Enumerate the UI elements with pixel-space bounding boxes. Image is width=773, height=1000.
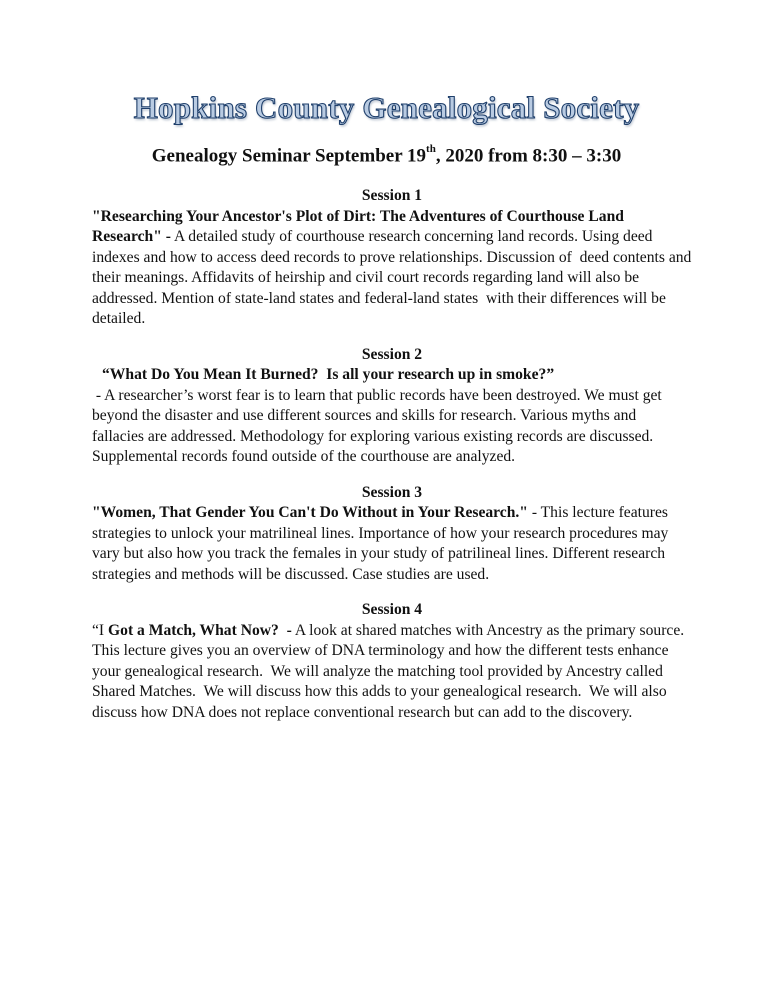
session-heading: Session 1 bbox=[361, 187, 423, 204]
session-heading: Session 3 bbox=[361, 483, 423, 501]
session-title: "Researching Your Ancestor's Plot of Dirt: The Adventures of Courthouse Land Research" - bbox=[92, 207, 628, 245]
seminar-subtitle bbox=[0, 145, 773, 167]
session-title-prefix: “I bbox=[92, 621, 109, 639]
session-1 bbox=[92, 186, 696, 330]
society-title: Hopkins County Genealogical Society bbox=[133, 90, 640, 125]
session-heading: Session 4 bbox=[361, 601, 423, 618]
session-description bbox=[92, 503, 692, 585]
subtitle-date-time: , 2020 from 8:30 – 3:30 bbox=[435, 145, 622, 167]
session-description bbox=[92, 365, 692, 468]
sessions-list bbox=[92, 186, 696, 738]
session-body-text: A look at shared matches with Ancestry as the primary source. This lecture gives you an overview of DNA terminology and how the different tests enhance your genealogical research. We will analyze the matching tool provided by Ancestry called Shared Matches. We will discuss how this adds to your genealogical research. We will also discuss how DNA does not replace conventional research but can add to the discovery. bbox=[92, 621, 692, 721]
session-description bbox=[92, 207, 696, 330]
session-heading: Session 2 bbox=[361, 345, 423, 363]
session-3 bbox=[92, 483, 692, 586]
session-title: Got a Match, What Now? - bbox=[108, 621, 292, 639]
session-description bbox=[92, 621, 692, 724]
session-title: "Women, That Gender You Can't Do Without in Your Research." bbox=[92, 504, 528, 521]
session-4 bbox=[92, 600, 692, 723]
session-body-text: - This lecture features strategies to unlock your matrilineal lines. Importance of how your research procedures may vary but also how you track the females in your study of patrilineal lines. Different research strategies and methods will be discussed. Case studies are used. bbox=[92, 504, 673, 583]
subtitle-main: Genealogy Seminar September 19 bbox=[151, 145, 427, 167]
session-body-text: A detailed study of courthouse research concerning land records. Using deed indexes and how to access deed records to prove relationships. Discussion of deed contents and their meanings. Affidavits of heirship and civil court records regarding land will also be addressed. Mention of state-land states and federal-land states with their differences will be detailed. bbox=[92, 228, 696, 327]
session-body-text: - A researcher’s worst fear is to learn that public records have been destroyed. We must get beyond the disaster and use different sources and skills for research. Various myths and fallacies are addressed. Methodology for exploring various existing records are discussed. Supplemental records found outside of the courthouse are analyzed. bbox=[92, 386, 666, 465]
session-2 bbox=[92, 345, 692, 468]
session-title: “What Do You Mean It Burned? Is all your research up in smoke?” bbox=[102, 366, 555, 383]
subtitle-ordinal-suffix: th bbox=[426, 143, 436, 155]
